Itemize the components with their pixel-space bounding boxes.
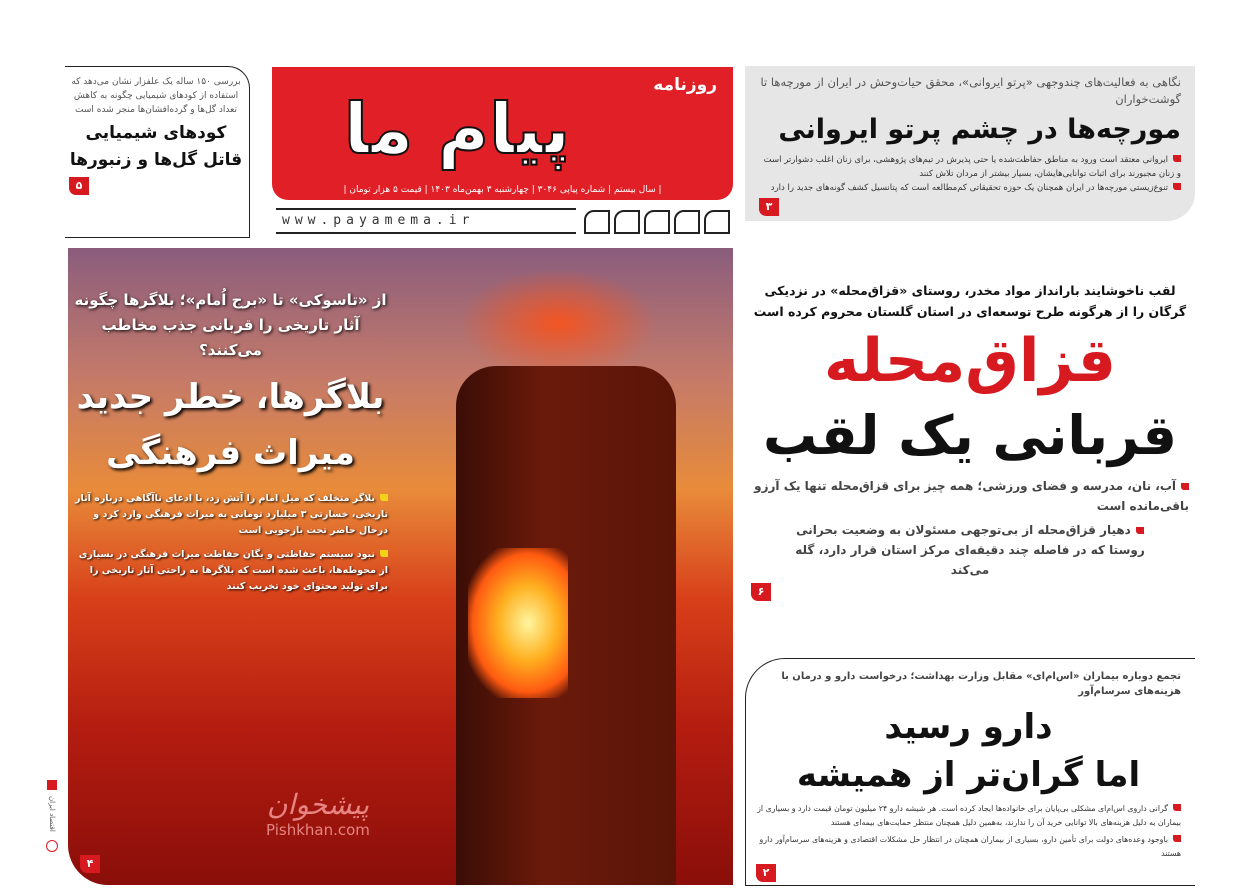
story-bullet: آب، نان، مدرسه و فضای ورزشی؛ همه چیز برای قزاق‌محله تنها یک آرزو باقی‌مانده است <box>754 478 1189 513</box>
bullet-icon <box>1173 155 1181 162</box>
story-kicker: تجمع دوباره بیماران «اس‌ام‌ای» مقابل وزارت بهداشت؛ درخواست دارو و درمان با هزینه‌های سرسام‌آور <box>781 671 1181 697</box>
right-column <box>745 66 1195 886</box>
story-bloggers-photo[interactable] <box>68 248 733 885</box>
bullet-icon <box>380 494 388 501</box>
bullet-icon <box>1173 183 1181 190</box>
story-headline: مورچه‌ها در چشم پرتو ایروانی <box>778 114 1181 145</box>
newspaper-logo: پیام ما <box>343 88 571 170</box>
story-qazaq-mahalleh[interactable] <box>745 280 1195 600</box>
bullet-icon <box>1181 483 1189 490</box>
story-sma-drug[interactable] <box>745 658 1195 886</box>
story-headline-red: قزاق‌محله <box>823 325 1117 396</box>
story-bullet: تنوع‌زیستی مورچه‌ها در ایران همچنان یک حوزه تحقیقاتی کم‌مطالعه است که پتانسیل کشف گونه‌های جدید را دارد <box>759 181 1181 195</box>
logo-boxes-decoration <box>584 210 730 234</box>
side-red-icon <box>47 780 57 790</box>
story-kicker: لقب ناخوشایند بارانداز مواد مخدر، روستای «قزاق‌محله» در نزدیکی گرگان را از هرگونه طرح توسعه‌ای در استان گلستان محروم کرده است <box>753 282 1187 319</box>
bullet-icon <box>380 550 388 557</box>
page-number-badge[interactable]: ۳ <box>759 198 779 216</box>
story-kicker: نگاهی به فعالیت‌های چندوجهی «پرتو ایروانی»، محقق حیات‌وحش در ایران از مورچه‌ها تا گوشت‌خواران <box>760 75 1181 106</box>
smoke-graphic <box>458 268 658 378</box>
story-kicker: از «تاسوکی» تا «برج اُمام»؛ بلاگرها چگونه آثار تاریخی را قربانی جذب مخاطب می‌کنند؟ <box>74 291 387 359</box>
side-label: اقتصاد ایران <box>48 796 56 832</box>
bullet-icon <box>1136 527 1144 534</box>
camera-icon <box>46 840 58 852</box>
website-url[interactable]: www.payamema.ir <box>276 208 576 234</box>
page-number-badge[interactable]: ۴ <box>80 855 100 873</box>
story-bullet: دهیار قزاق‌محله از بی‌توجهی مسئولان به وضعیت بحرانی روستا که در فاصله چند دقیقه‌ای مرکز استان قرار دارد، گله می‌کند <box>795 522 1145 577</box>
masthead-label: روزنامه <box>653 75 717 95</box>
page-number-badge[interactable]: ۲ <box>756 864 776 882</box>
watermark: پیشخوان Pishkhan.com <box>266 788 370 839</box>
fire-image <box>468 548 568 698</box>
story-ants[interactable] <box>745 66 1195 221</box>
story-headline: کودهای شیمیایی قاتل گل‌ها و زنبورها <box>69 123 243 170</box>
masthead <box>272 67 733 200</box>
story-bullet: نبود سیستم حفاظتی و یگان حفاظت میراث فرهنگی در بسیاری از محوطه‌ها، باعث شده است که بلاگرها به راحتی آثار تاریخی را برای تولید محتوای خود تخریب کنند <box>78 549 388 592</box>
story-kicker: بررسی ۱۵۰ ساله یک علفزار نشان می‌دهد که استفاده از کودهای شیمیایی چگونه به کاهش تعداد گل‌ها و گرده‌افشان‌ها منجر شده است <box>71 77 241 115</box>
story-bullet: باوجود وعده‌های دولت برای تأمین دارو، بسیاری از بیماران همچنان در انتظار حل مشکلات اقتصادی و هزینه‌های سرسام‌آور دارو هستند <box>759 835 1181 858</box>
story-bullet: گرانی داروی اس‌ام‌ای مشکلی بی‌پایان برای خانواده‌ها ایجاد کرده است. هر شیشه دارو ۲۴ میلیون تومان قیمت دارد و بسیاری از بیماران به دلیل هزینه‌های بالا توانایی خرید آن را ندارند، به‌همین دلیل همچنان منتظر حمایت‌های بیمه‌ای هستند <box>757 804 1181 827</box>
story-headline: بلاگرها، خطر جدید میراث فرهنگی <box>76 377 385 473</box>
page-number-badge[interactable]: ۵ <box>69 177 89 195</box>
bullet-icon <box>1173 804 1181 811</box>
story-chemical-fertilizers[interactable] <box>65 66 250 238</box>
story-bullet: ایروانی معتقد است ورود به مناطق حفاظت‌شده یا حتی پذیرش در تیم‌های پژوهشی، برای زنان اغلب دشوارتر است و زنان مجبورند برای اثبات توانایی‌هایشان، بسیار بیشتر از مردان تلاش کنند <box>763 155 1181 179</box>
story-bullet: بلاگر متخلف که میل امام را آتش زد، با ادعای ناآگاهی درباره آثار تاریخی، خسارتی ۳ میلیارد تومانی به میراث فرهنگی وارد کرد و درحال حاضر تحت بازجویی است <box>75 493 388 536</box>
issue-info: | سال بیستم | شماره پیاپی ۳۰۴۶ | چهارشنبه ۳ بهمن‌ماه ۱۴۰۳ | قیمت ۵ هزار تومان | <box>343 185 662 195</box>
story-headline: دارو رسید اما گران‌تر از همیشه <box>796 707 1141 795</box>
side-strip <box>42 780 62 890</box>
bullet-icon <box>1173 835 1181 842</box>
page-number-badge[interactable]: ۶ <box>751 583 771 601</box>
story-headline: قربانی یک لقب <box>763 403 1177 467</box>
